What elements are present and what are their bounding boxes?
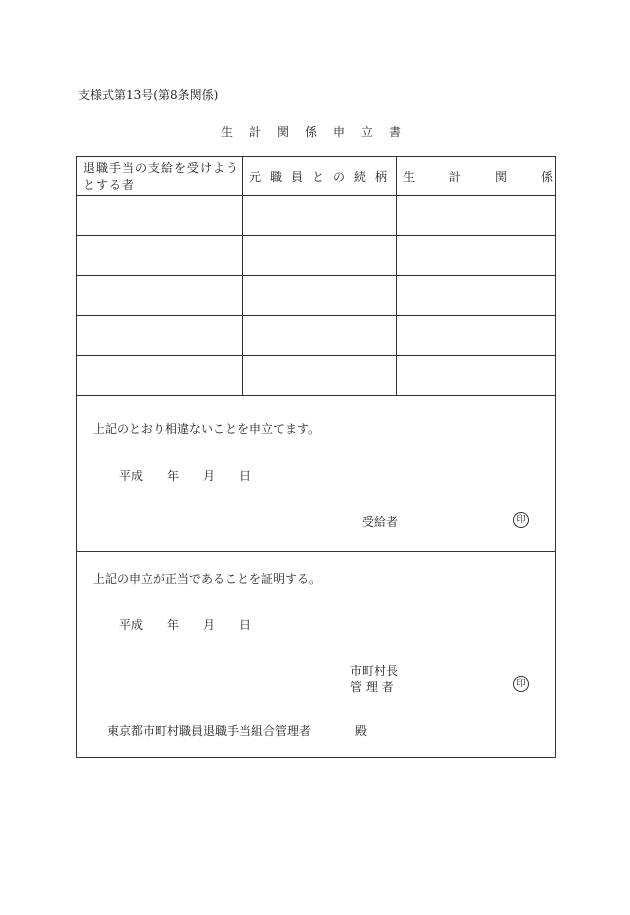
- header-cell-livelihood: [397, 157, 555, 195]
- relationship-cell[interactable]: [243, 355, 397, 395]
- document-title: 生計関係申立書: [220, 125, 417, 139]
- addressee: 東京都市町村職員退職手当組合管理者: [107, 724, 312, 738]
- seal-char: 印: [516, 679, 526, 689]
- date-month-label: 月: [203, 469, 216, 483]
- livelihood-cell[interactable]: [397, 195, 555, 235]
- form-number: 支様式第13号(第8条関係): [78, 88, 219, 102]
- mayor-label: 市町村長: [350, 664, 399, 678]
- form-table: [76, 156, 556, 758]
- relationship-cell[interactable]: [243, 195, 397, 235]
- relationship-cell[interactable]: [243, 235, 397, 275]
- date-day-label: 日: [239, 618, 252, 632]
- certification-date[interactable]: [119, 616, 251, 633]
- livelihood-cell[interactable]: [397, 235, 555, 275]
- header-livelihood-char: 関: [494, 170, 507, 184]
- recipient-cell[interactable]: [77, 275, 243, 315]
- date-year-label: 年: [167, 618, 180, 632]
- livelihood-cell[interactable]: [397, 355, 555, 395]
- header-livelihood-char: 係: [540, 170, 553, 184]
- recipient-cell[interactable]: [77, 195, 243, 235]
- date-day-label: 日: [239, 469, 252, 483]
- header-cell-relationship: [243, 157, 397, 195]
- header-relationship-label: 元職員との続柄: [249, 170, 397, 184]
- date-year-label: 年: [167, 469, 180, 483]
- recipient-cell[interactable]: [77, 235, 243, 275]
- seal-mark-icon: [513, 512, 529, 528]
- livelihood-cell[interactable]: [397, 275, 555, 315]
- header-cell-recipient: [77, 157, 243, 195]
- declaration-statement: 上記のとおり相違ないことを申立てます。: [93, 422, 321, 436]
- header-livelihood-char: 計: [448, 170, 461, 184]
- date-month-label: 月: [203, 618, 216, 632]
- date-era: 平成: [119, 469, 144, 483]
- table-header-row: [77, 157, 555, 196]
- table-row: [77, 355, 555, 396]
- relationship-cell[interactable]: [243, 315, 397, 355]
- date-era: 平成: [119, 618, 144, 632]
- livelihood-cell[interactable]: [397, 315, 555, 355]
- honorific: 殿: [355, 724, 368, 738]
- recipient-signer-label: 受給者: [362, 515, 399, 529]
- header-recipient-label: 退職手当の支給を受けようとする者: [83, 161, 240, 192]
- seal-char: 印: [516, 515, 526, 525]
- administrator-label: 管 理 者: [350, 680, 394, 694]
- declaration-section: [77, 395, 555, 552]
- header-livelihood-label: [403, 169, 553, 186]
- recipient-cell[interactable]: [77, 355, 243, 395]
- declaration-date[interactable]: [119, 467, 251, 484]
- table-row: [77, 275, 555, 316]
- certification-statement: 上記の申立が正当であることを証明する。: [93, 572, 322, 586]
- recipient-cell[interactable]: [77, 315, 243, 355]
- table-row: [77, 235, 555, 276]
- table-row: [77, 195, 555, 236]
- seal-mark-icon: [513, 676, 529, 692]
- table-row: [77, 315, 555, 356]
- certification-section: [77, 552, 555, 758]
- header-livelihood-char: 生: [403, 170, 416, 184]
- relationship-cell[interactable]: [243, 275, 397, 315]
